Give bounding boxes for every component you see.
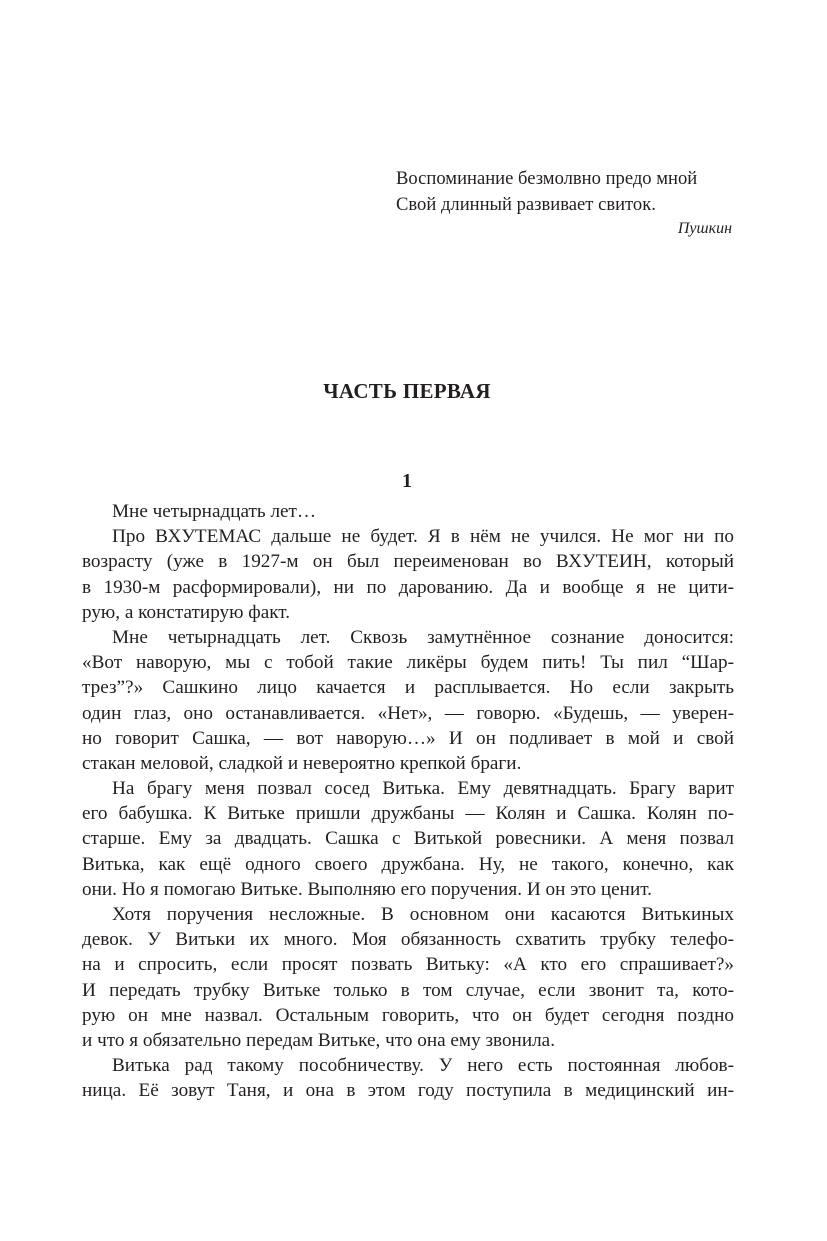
body-text	[82, 499, 734, 1104]
text-line: Про ВХУТЕМАС дальше не будет. Я в нём не учился. Не мог ни по	[112, 526, 734, 548]
paragraph	[82, 902, 734, 1053]
chapter-number: 1	[402, 470, 412, 492]
text-line: ница. Её зовут Таня, и она в этом году поступила в медицинский ин-	[82, 1080, 734, 1102]
paragraph	[82, 625, 734, 776]
text-line: один глаз, оно останавливается. «Нет», — говорю. «Будешь, — уверен-	[82, 702, 734, 724]
epigraph-line: Воспоминание безмолвно предо мной	[396, 168, 698, 189]
text-line: в 1930-м расформировали), ни по дарованию. Да и вообще я не цити-	[82, 576, 734, 598]
text-line: стакан меловой, сладкой и невероятно крепкой браги.	[82, 752, 522, 774]
text-line: Мне четырнадцать лет…	[112, 501, 317, 522]
text-line: Витька рад такому пособничеству. У него есть постоянная любов-	[112, 1055, 734, 1077]
text-line: Витька, как ещё одного своего дружбана. Ну, не такого, конечно, как	[82, 853, 734, 875]
paragraph	[82, 1053, 734, 1103]
text-line: на и спросить, если просят позвать Витьку: «А кто его спрашивает?»	[82, 954, 734, 976]
text-line: но говорит Сашка, — вот наворую…» И он подливает в мой и свой	[82, 727, 734, 749]
paragraph	[82, 499, 734, 524]
part-title: ЧАСТЬ ПЕРВАЯ	[323, 379, 491, 403]
epigraph-line: Свой длинный развивает свиток.	[396, 194, 656, 215]
text-line: «Вот наворую, мы с тобой такие ликёры будем пить! Ты пил “Шар-	[82, 652, 734, 674]
text-line: И передать трубку Витьке только в том случае, если звонит та, кото-	[82, 979, 734, 1001]
text-line: рую, а констатирую факт.	[82, 601, 291, 623]
text-line: На брагу меня позвал сосед Витька. Ему девятнадцать. Брагу варит	[112, 778, 734, 800]
text-line: и что я обязательно передам Витьке, что она ему звонила.	[82, 1029, 555, 1051]
paragraph	[82, 776, 734, 902]
text-line: старше. Ему за двадцать. Сашка с Витькой ровесники. А меня позвал	[82, 828, 734, 850]
text-line: его бабушка. К Витьке пришли дружбаны — Колян и Сашка. Колян по-	[82, 803, 734, 825]
paragraph	[82, 524, 734, 625]
text-line: они. Но я помогаю Витьке. Выполняю его поручения. И он это ценит.	[82, 878, 652, 900]
text-line: Мне четырнадцать лет. Сквозь замутнённое сознание доносится:	[112, 626, 734, 648]
epigraph	[396, 166, 736, 241]
text-line: трез”?» Сашкино лицо качается и расплывается. Но если закрыть	[82, 677, 734, 699]
epigraph-author: Пушкин	[677, 220, 732, 237]
text-line: Хотя поручения несложные. В основном они касаются Витькиных	[112, 904, 734, 925]
text-line: девок. У Витьки их много. Моя обязанность схватить трубку телефо-	[82, 929, 734, 951]
text-line: возрасту (уже в 1927-м он был переименован во ВХУТЕИН, который	[82, 551, 734, 573]
text-line: рую он мне назвал. Остальным говорить, что он будет сегодня поздно	[82, 1004, 734, 1026]
